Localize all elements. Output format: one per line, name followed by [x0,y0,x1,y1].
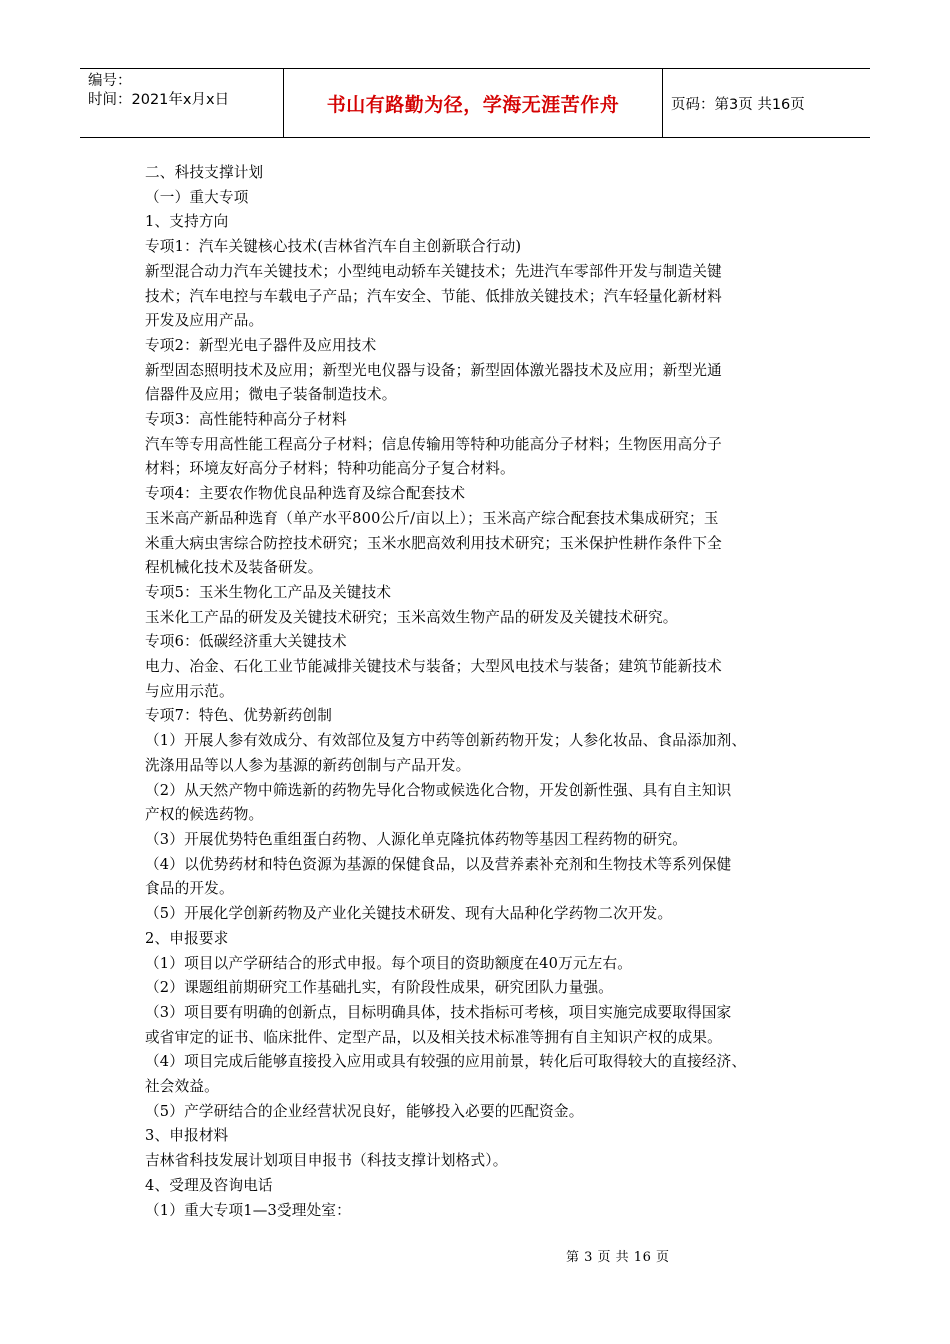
text-line: 玉米高产新品种选育（单产水平800公斤/亩以上）；玉米高产综合配套技术集成研究；玉 [145,509,719,527]
text-line: （1）重大专项1—3受理处室： [145,1201,351,1219]
text-line: 米重大病虫害综合防控技术研究；玉米水肥高效利用技术研究；玉米保护性耕作条件下全 [145,534,722,552]
header-page-number: 页码：第3页 共16页 [671,96,805,113]
text-line: 专项6：低碳经济重大关键技术 [145,633,347,651]
header-meta [80,69,284,137]
text-line: 1、支持方向 [145,213,229,231]
text-line: 3、申报材料 [145,1127,229,1145]
text-line: 产权的候选药物。 [145,806,264,824]
text-line: 材料；环境友好高分子材料；特种功能高分子复合材料。 [145,460,515,478]
text-line: 食品的开发。 [145,880,234,898]
text-line: （1）项目以产学研结合的形式申报。每个项目的资助额度在40万元左右。 [145,954,633,972]
text-line: （5）开展化学创新药物及产业化关键技术研发、现有大品种化学药物二次开发。 [145,905,673,923]
text-line: 专项3：高性能特种高分子材料 [145,411,347,429]
page-header [80,68,870,138]
text-line: 与应用示范。 [145,682,234,700]
text-line: 新型固态照明技术及应用；新型光电仪器与设备；新型固体激光器技术及应用；新型光通 [145,361,722,379]
document-body [145,161,813,1223]
text-line: 信器件及应用；微电子装备制造技术。 [145,386,397,404]
header-number: 编号： [88,73,132,89]
text-line: 或省审定的证书、临床批件、定型产品，以及相关技术标准等拥有自主知识产权的成果。 [145,1028,722,1046]
text-line: 技术；汽车电控与车载电子产品；汽车安全、节能、低排放关键技术；汽车轻量化新材料 [145,287,722,305]
text-line: （5）产学研结合的企业经营状况良好，能够投入必要的匹配资金。 [145,1102,584,1120]
text-line: （1）开展人参有效成分、有效部位及复方中药等创新药物开发；人参化妆品、食品添加剂、 [145,732,747,750]
text-line: 专项1：汽车关键核心技术(吉林省汽车自主创新联合行动) [145,238,522,256]
text-line: （3）项目要有明确的创新点，目标明确具体，技术指标可考核，项目实施完成要取得国家 [145,1003,732,1021]
text-line: 二、科技支撑计划 [145,164,264,181]
text-line: 专项4：主要农作物优良品种选育及综合配套技术 [145,485,466,503]
text-line: 电力、冶金、石化工业节能减排关键技术与装备；大型风电技术与装备；建筑节能新技术 [145,658,722,676]
text-line: 吉林省科技发展计划项目申报书（科技支撑计划格式）。 [145,1152,508,1170]
text-line: （2）从天然产物中筛选新的药物先导化合物或候选化合物，开发创新性强、具有自主知识 [145,781,732,799]
text-line: （3）开展优势特色重组蛋白药物、人源化单克隆抗体药物等基因工程药物的研究。 [145,830,688,848]
text-line: 2、申报要求 [145,929,229,947]
text-line: （4）项目完成后能够直接投入应用或具有较强的应用前景，转化后可取得较大的直接经济、 [145,1053,747,1071]
text-line: 专项2：新型光电子器件及应用技术 [145,336,377,354]
text-line: 开发及应用产品。 [145,312,264,330]
text-line: （一）重大专项 [145,188,249,206]
text-line: （2）课题组前期研究工作基础扎实，有阶段性成果，研究团队力量强。 [145,979,614,997]
text-line: 新型混合动力汽车关键技术；小型纯电动轿车关键技术；先进汽车零部件开发与制造关键 [145,262,722,280]
text-line: 专项5：玉米生物化工产品及关键技术 [145,583,392,601]
text-line: 洗涤用品等以人参为基源的新药创制与产品开发。 [145,756,471,774]
text-line: 汽车等专用高性能工程高分子材料；信息传输用等特种功能高分子材料；生物医用高分子 [145,435,722,453]
text-line: 社会效益。 [145,1078,219,1096]
header-motto: 书山有路勤为径，学海无涯苦作舟 [284,69,663,137]
text-line: （4）以优势药材和特色资源为基源的保健食品，以及营养素补充剂和生物技术等系列保健 [145,855,732,873]
page-footer: 第 3 页 共 16 页 [566,1250,670,1265]
header-time: 时间：2021年x月x日 [88,92,230,108]
text-line: 玉米化工产品的研发及关键技术研究；玉米高效生物产品的研发及关键技术研究。 [145,608,678,626]
text-line: 程机械化技术及装备研发。 [145,559,323,577]
text-line: 专项7：特色、优势新药创制 [145,707,333,725]
text-line: 4、受理及咨询电话 [145,1176,273,1194]
